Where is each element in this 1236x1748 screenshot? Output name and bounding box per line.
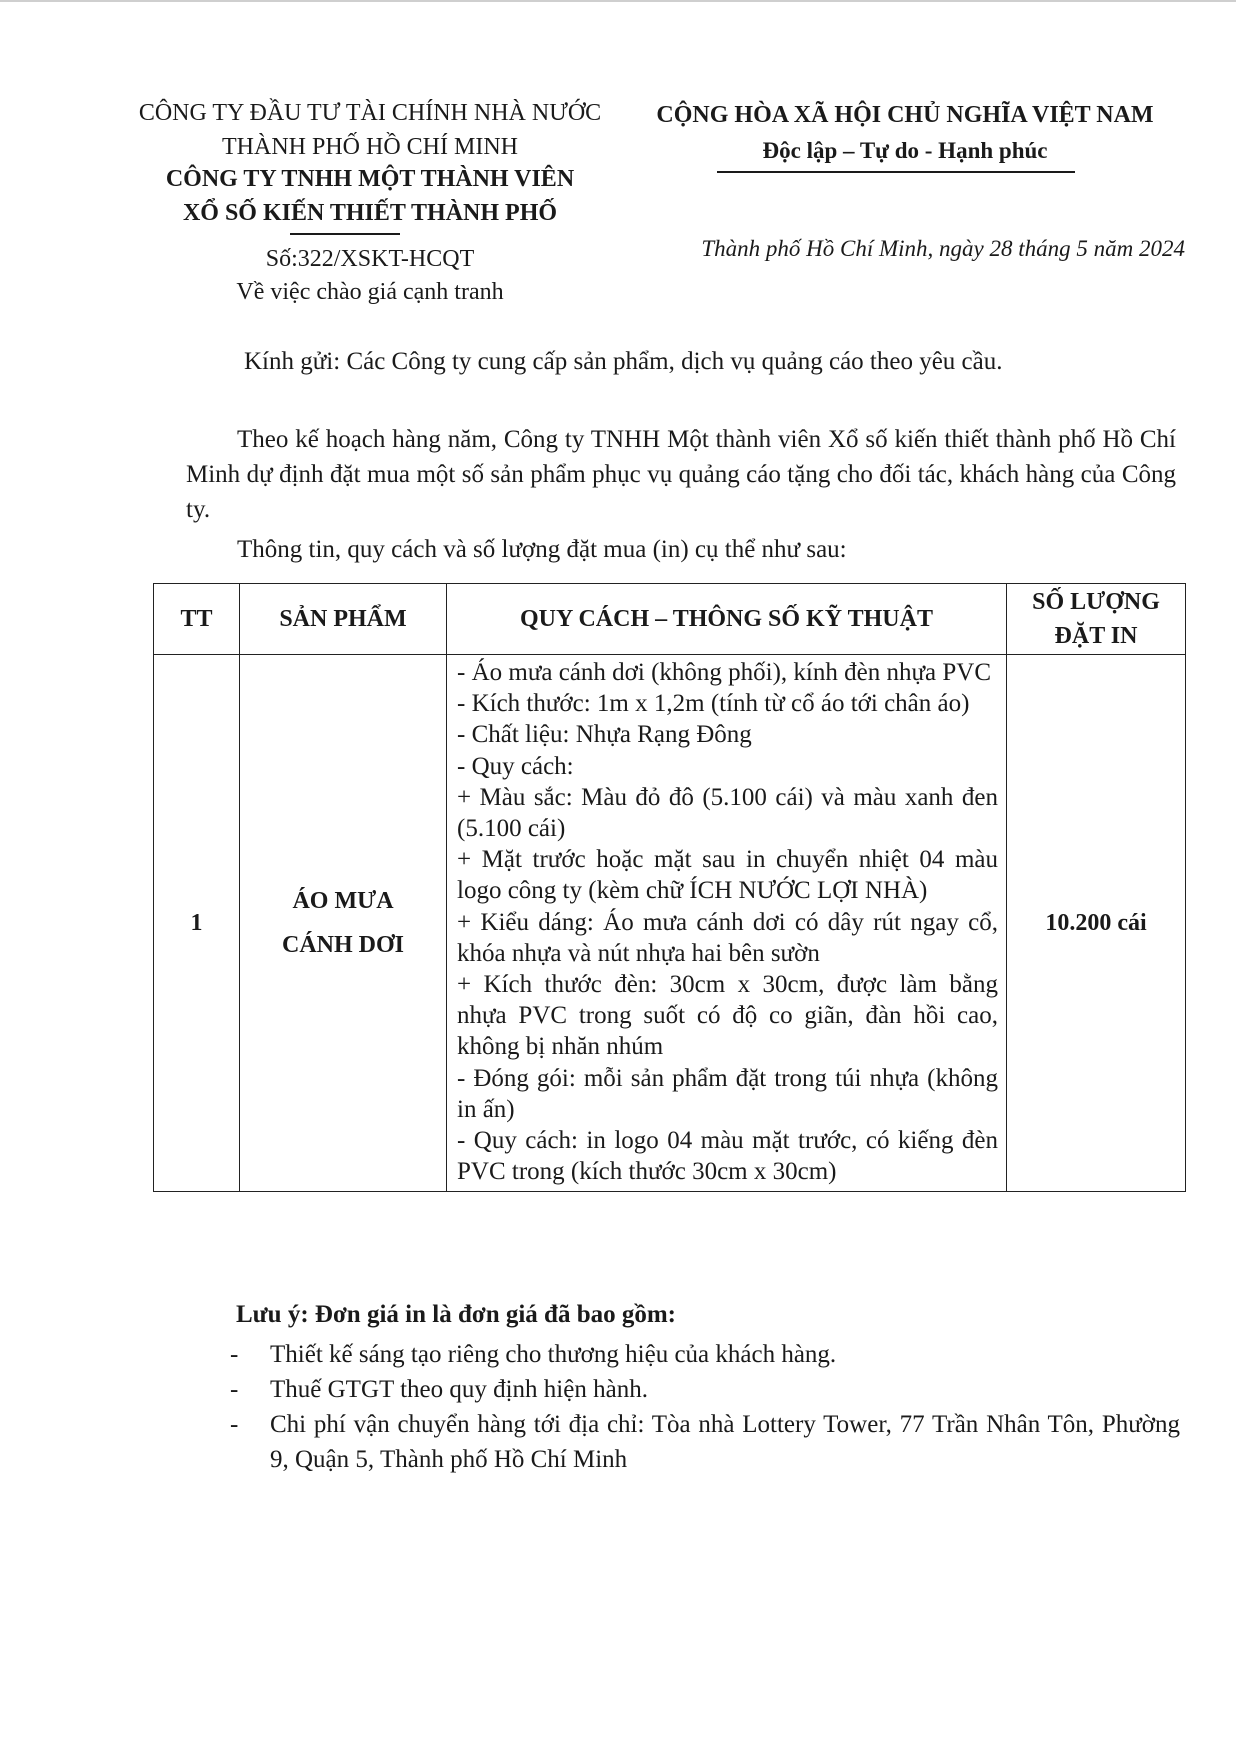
- document-date: Thành phố Hồ Chí Minh, ngày 28 tháng 5 năm 2024: [701, 236, 1185, 261]
- table-header-row: [154, 584, 1186, 655]
- row-product-line1: ÁO MƯA: [292, 888, 394, 915]
- spec-line: - Quy cách: in logo 04 màu mặt trước, có kiếng đèn PVC trong (kích thước 30cm x 30cm): [457, 1127, 998, 1186]
- spec-line: - Quy cách:: [457, 752, 574, 780]
- spec-line: + Kiểu dáng: Áo mưa cánh dơi có dây rút ngay cổ, khóa nhựa và nút nhựa hai bên sườn: [457, 908, 998, 967]
- product-spec-table: [153, 583, 1186, 1192]
- spec-line: - Áo mưa cánh dơi (không phối), kính đèn nhựa PVC: [457, 659, 991, 686]
- spec-line: - Chất liệu: Nhựa Rạng Đông: [457, 721, 752, 749]
- page-top-edge: [0, 0, 1236, 2]
- spec-line: + Màu sắc: Màu đỏ đô (5.100 cái) và màu xanh đen (5.100 cái): [457, 783, 998, 843]
- header-tt: TT: [154, 584, 240, 655]
- header-spec: QUY CÁCH – THÔNG SỐ KỸ THUẬT: [447, 584, 1007, 655]
- company-underline: [290, 233, 400, 235]
- row-quantity: 10.200 cái: [1007, 655, 1186, 1192]
- spec-intro-paragraph: Thông tin, quy cách và số lượng đặt mua (in) cụ thể như sau:: [237, 536, 847, 563]
- note-text: Chi phí vận chuyển hàng tới địa chỉ: Tòa nhà Lottery Tower, 77 Trần Nhân Tôn, Phường 9, Quận 5, Thành phố Hồ Chí Minh: [270, 1411, 1180, 1473]
- row-tt: 1: [154, 655, 240, 1192]
- list-item: [230, 1337, 1180, 1372]
- spec-line: + Kích thước đèn: 30cm x 30cm, được làm bằng nhựa PVC trong suốt có độ co giãn, đàn hồi cao, không bị nhăn nhúm: [457, 971, 998, 1061]
- parent-company-name: CÔNG TY ĐẦU TƯ TÀI CHÍNH NHÀ NƯỚC: [138, 100, 602, 126]
- national-title: CỘNG HÒA XÃ HỘI CHỦ NGHĨA VIỆT NAM: [656, 102, 1154, 128]
- national-motto: Độc lập – Tự do - Hạnh phúc: [762, 138, 1048, 163]
- header-quantity: [1007, 584, 1186, 655]
- header-quantity-line1: SỐ LƯỢNG: [1032, 589, 1160, 615]
- header-product: SẢN PHẨM: [240, 584, 447, 655]
- notes-list: [230, 1337, 1180, 1477]
- note-bullet: -: [230, 1411, 239, 1438]
- company-name-line1: CÔNG TY TNHH MỘT THÀNH VIÊN: [165, 166, 575, 192]
- note-bullet: -: [230, 1376, 239, 1403]
- row-product-line2: CÁNH DƠI: [281, 932, 404, 959]
- row-spec: [447, 655, 1007, 1192]
- document-subject: Về việc chào giá cạnh tranh: [236, 279, 504, 305]
- spec-line: + Mặt trước hoặc mặt sau in chuyển nhiệt 04 màu logo công ty (kèm chữ ÍCH NƯỚC LỢI NHÀ): [457, 846, 998, 905]
- company-name-line2: XỔ SỐ KIẾN THIẾT THÀNH PHỐ: [182, 200, 558, 226]
- list-item: [230, 1372, 1180, 1407]
- intro-paragraph: Theo kế hoạch hàng năm, Công ty TNHH Một thành viên Xổ số kiến thiết thành phố Hồ Chí Minh dự định đặt mua một số sản phẩm phục vụ quảng cáo tặng cho đối tác, khách hàng của Công ty.: [186, 426, 1176, 523]
- table-row: [154, 655, 1186, 1192]
- row-product: [240, 655, 447, 1192]
- note-bullet: -: [230, 1341, 239, 1368]
- list-item: [230, 1407, 1180, 1477]
- motto-underline: [717, 171, 1075, 173]
- note-text: Thuế GTGT theo quy định hiện hành.: [270, 1376, 648, 1403]
- document-number: Số:322/XSKT-HCQT: [265, 246, 475, 272]
- spec-line: - Kích thước: 1m x 1,2m (tính từ cổ áo tới chân áo): [457, 690, 970, 718]
- notes-title: Lưu ý: Đơn giá in là đơn giá đã bao gồm:: [236, 1301, 677, 1328]
- header-quantity-line2: ĐẶT IN: [1054, 623, 1138, 649]
- parent-company-city: THÀNH PHỐ HỒ CHÍ MINH: [222, 134, 518, 160]
- recipient-line: Kính gửi: Các Công ty cung cấp sản phẩm, dịch vụ quảng cáo theo yêu cầu.: [244, 348, 1003, 375]
- spec-line: - Đóng gói: mỗi sản phẩm đặt trong túi nhựa (không in ấn): [457, 1064, 998, 1123]
- note-text: Thiết kế sáng tạo riêng cho thương hiệu của khách hàng.: [270, 1341, 837, 1368]
